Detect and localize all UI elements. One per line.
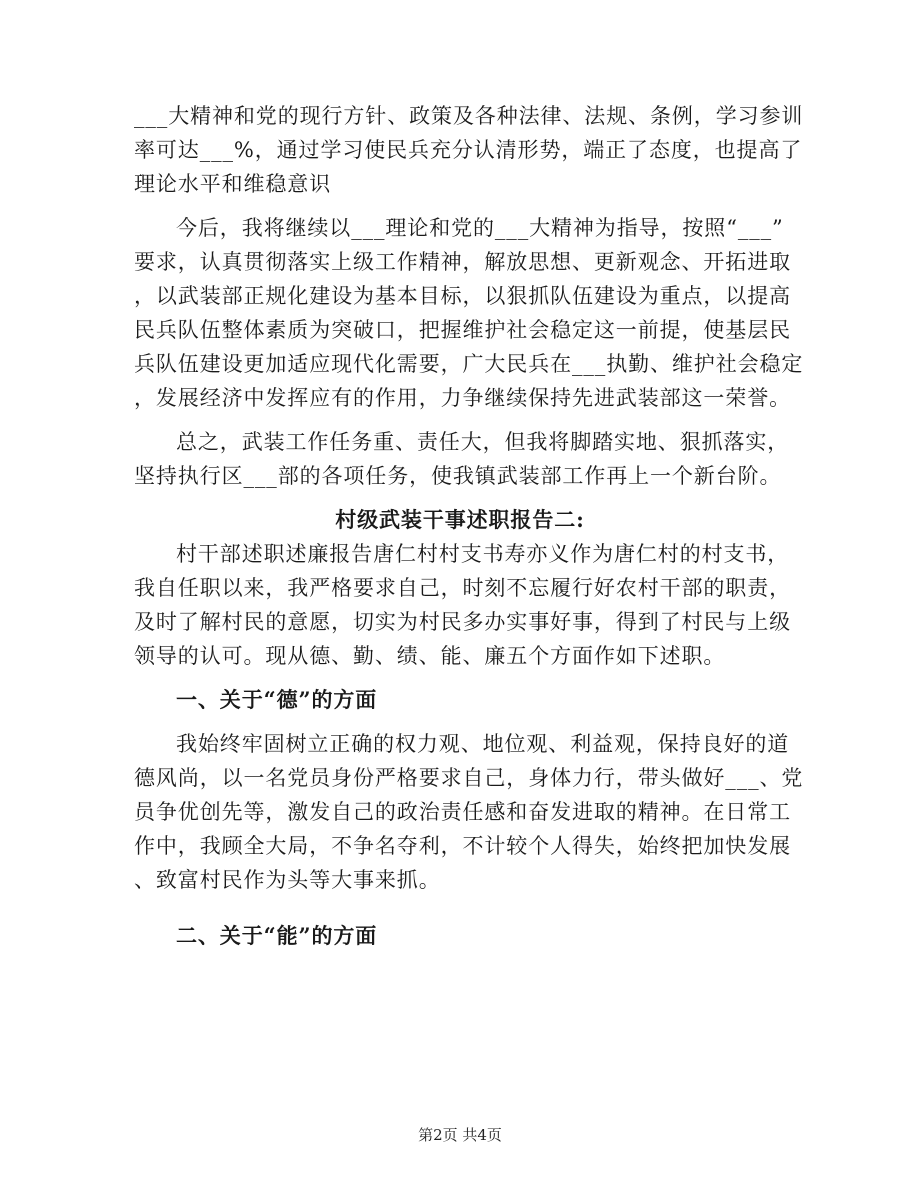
text-line: 我自任职以来，我严格要求自己，时刻不忘履行好农村干部的职责， <box>134 576 791 600</box>
text-line: ___大精神和党的现行方针、政策及各种法律、法规、条例，学习参训 <box>134 104 804 128</box>
text-line: 德风尚，以一名党员身份严格要求自己，身体力行，带头做好___、党 <box>134 766 804 790</box>
text-line: ，以武装部正规化建设为基本目标，以狠抓队伍建设为重点，以提高 <box>134 284 791 308</box>
text-line: 兵队伍建设更加适应现代化需要，广大民兵在___执勤、维护社会稳定 <box>134 352 804 376</box>
paragraph-summary <box>134 425 790 493</box>
text-line: 理论水平和维稳意识 <box>134 172 332 196</box>
document-body <box>134 99 804 953</box>
paragraph-de <box>134 727 804 897</box>
paragraph-intro <box>134 537 791 673</box>
text-line: 领导的认可。现从德、勤、绩、能、廉五个方面作如下述职。 <box>134 644 726 668</box>
report-heading: 村级武装干事述职报告二: <box>335 507 585 532</box>
page-indicator: 第2页 共4页 <box>418 1126 502 1144</box>
text-line: 作中，我顾全大局，不争名夺利，不计较个人得失，始终把加快发展 <box>134 834 791 858</box>
text-line: 率可达___%，通过学习使民兵充分认清形势，端正了态度，也提高了 <box>134 138 803 162</box>
text-line: 要求，认真贯彻落实上级工作精神，解放思想、更新观念、开拓进取 <box>134 250 791 274</box>
text-line: 员争优创先等，激发自己的政治责任感和奋发进取的精神。在日常工 <box>134 800 791 824</box>
text-line: 及时了解村民的意愿，切实为村民多办实事好事，得到了村民与上级 <box>134 610 791 634</box>
text-line: 总之，武装工作任务重、责任大，但我将脚踏实地、狠抓落实， <box>176 430 790 454</box>
text-line: ，发展经济中发挥应有的作用，力争继续保持先进武装部这一荣誉。 <box>134 386 791 410</box>
text-line: 民兵队伍整体素质为突破口，把握维护社会稳定这一前提，使基层民 <box>134 318 791 342</box>
text-line: 我始终牢固树立正确的权力观、地位观、利益观，保持良好的道 <box>176 732 790 756</box>
text-line: 坚持执行区___部的各项任务，使我镇武装部工作再上一个新台阶。 <box>134 464 782 488</box>
text-line: 村干部述职述廉报告唐仁村村支书寿亦义作为唐仁村的村支书， <box>176 542 790 566</box>
paragraph-study <box>134 99 804 201</box>
text-line: 、致富村民作为头等大事来抓。 <box>134 868 441 892</box>
text-line: 今后，我将继续以___理论和党的___大精神为指导，按照“___” <box>176 216 784 240</box>
section-heading-de: 一、关于“德”的方面 <box>176 687 378 712</box>
section-heading-neng: 二、关于“能”的方面 <box>176 923 378 948</box>
paragraph-future <box>134 211 804 415</box>
